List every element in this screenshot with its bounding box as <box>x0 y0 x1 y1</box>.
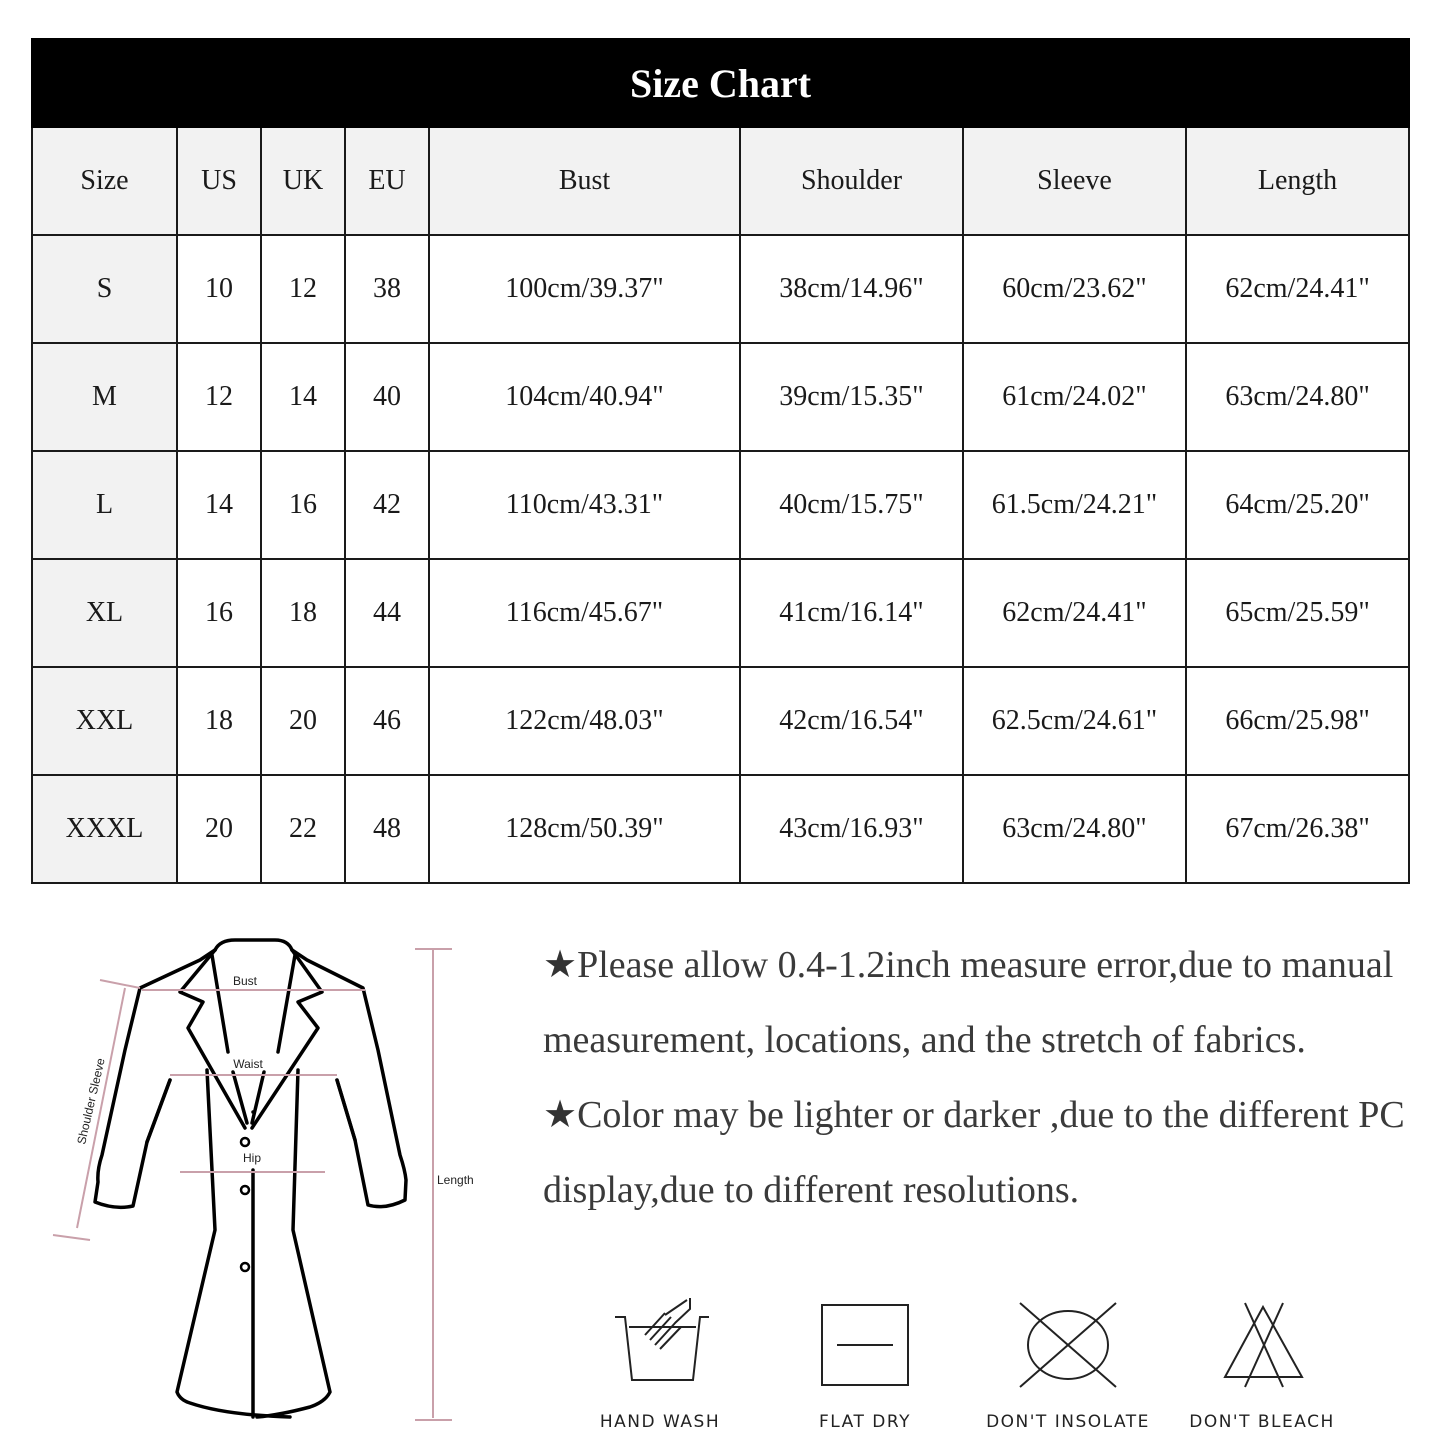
waist-label: Waist <box>233 1057 263 1071</box>
size-cell: XXXL <box>32 775 177 883</box>
size-cell: S <box>32 235 177 343</box>
care-label: DON'T BLEACH <box>1189 1412 1335 1432</box>
sleeve-cell: 61.5cm/24.21" <box>963 451 1186 559</box>
column-header-us: US <box>177 127 261 235</box>
dont-insolate-icon <box>1013 1295 1123 1390</box>
bust-cell: 110cm/43.31" <box>429 451 740 559</box>
uk-cell: 20 <box>261 667 345 775</box>
care-dont-bleach <box>1172 1295 1352 1432</box>
length-cell: 62cm/24.41" <box>1186 235 1409 343</box>
us-cell: 10 <box>177 235 261 343</box>
care-flat-dry <box>775 1295 955 1432</box>
shoulder-cell: 41cm/16.14" <box>740 559 963 667</box>
column-header-sleeve: Sleeve <box>963 127 1186 235</box>
notes-section <box>543 928 1433 1228</box>
uk-cell: 12 <box>261 235 345 343</box>
shoulder-cell: 42cm/16.54" <box>740 667 963 775</box>
length-label: Length <box>437 1173 474 1187</box>
us-cell: 12 <box>177 343 261 451</box>
eu-cell: 42 <box>345 451 429 559</box>
sleeve-cell: 62cm/24.41" <box>963 559 1186 667</box>
size-cell: XL <box>32 559 177 667</box>
shoulder-cell: 40cm/15.75" <box>740 451 963 559</box>
sleeve-cell: 62.5cm/24.61" <box>963 667 1186 775</box>
bust-cell: 122cm/48.03" <box>429 667 740 775</box>
note-color <box>543 1078 1433 1228</box>
eu-cell: 46 <box>345 667 429 775</box>
column-header-uk: UK <box>261 127 345 235</box>
bust-cell: 128cm/50.39" <box>429 775 740 883</box>
title-row <box>32 39 1409 127</box>
shoulder-cell: 38cm/14.96" <box>740 235 963 343</box>
column-header-length: Length <box>1186 127 1409 235</box>
hand-wash-icon <box>605 1295 715 1390</box>
column-header-eu: EU <box>345 127 429 235</box>
table-row <box>32 775 1409 883</box>
care-label: HAND WASH <box>599 1412 721 1432</box>
care-label: FLAT DRY <box>819 1412 911 1432</box>
sleeve-cell: 60cm/23.62" <box>963 235 1186 343</box>
coat-outline-icon <box>40 930 480 1435</box>
size-cell: M <box>32 343 177 451</box>
us-cell: 18 <box>177 667 261 775</box>
coat-measurement-diagram <box>40 930 480 1435</box>
length-cell: 67cm/26.38" <box>1186 775 1409 883</box>
hip-label: Hip <box>242 1151 262 1165</box>
bust-label: Bust <box>232 974 258 988</box>
table-row <box>32 667 1409 775</box>
column-header-shoulder: Shoulder <box>740 127 963 235</box>
size-cell: XXL <box>32 667 177 775</box>
shoulder-sleeve-label: Shoulder Sleeve <box>74 1056 108 1146</box>
uk-cell: 14 <box>261 343 345 451</box>
uk-cell: 22 <box>261 775 345 883</box>
table-row <box>32 451 1409 559</box>
length-cell: 65cm/25.59" <box>1186 559 1409 667</box>
bust-cell: 116cm/45.67" <box>429 559 740 667</box>
us-cell: 16 <box>177 559 261 667</box>
uk-cell: 18 <box>261 559 345 667</box>
size-chart-table <box>31 38 1410 884</box>
chart-title: Size Chart <box>32 39 1409 127</box>
eu-cell: 40 <box>345 343 429 451</box>
star-icon: ★ <box>543 1094 578 1136</box>
care-hand-wash <box>570 1295 750 1432</box>
bust-cell: 104cm/40.94" <box>429 343 740 451</box>
table-row <box>32 559 1409 667</box>
length-cell: 66cm/25.98" <box>1186 667 1409 775</box>
uk-cell: 16 <box>261 451 345 559</box>
sleeve-cell: 63cm/24.80" <box>963 775 1186 883</box>
us-cell: 14 <box>177 451 261 559</box>
eu-cell: 48 <box>345 775 429 883</box>
dont-bleach-icon <box>1207 1295 1317 1390</box>
length-cell: 64cm/25.20" <box>1186 451 1409 559</box>
us-cell: 20 <box>177 775 261 883</box>
eu-cell: 44 <box>345 559 429 667</box>
table-row <box>32 343 1409 451</box>
flat-dry-icon <box>810 1295 920 1390</box>
table-row <box>32 235 1409 343</box>
note-1-text: Please allow 0.4-1.2inch measure error,due to manual measurement, locations, and the stretch of fabrics. <box>543 944 1394 1061</box>
bust-cell: 100cm/39.37" <box>429 235 740 343</box>
note-2-text: Color may be lighter or darker ,due to the different PC display,due to different resolutions. <box>543 1094 1405 1211</box>
size-cell: L <box>32 451 177 559</box>
shoulder-cell: 43cm/16.93" <box>740 775 963 883</box>
length-cell: 63cm/24.80" <box>1186 343 1409 451</box>
care-label: DON'T INSOLATE <box>986 1412 1150 1432</box>
shoulder-cell: 39cm/15.35" <box>740 343 963 451</box>
note-measure-error <box>543 928 1433 1078</box>
care-dont-insolate <box>978 1295 1158 1432</box>
column-header-bust: Bust <box>429 127 740 235</box>
header-row <box>32 127 1409 235</box>
column-header-size: Size <box>32 127 177 235</box>
eu-cell: 38 <box>345 235 429 343</box>
star-icon: ★ <box>543 944 578 986</box>
sleeve-cell: 61cm/24.02" <box>963 343 1186 451</box>
